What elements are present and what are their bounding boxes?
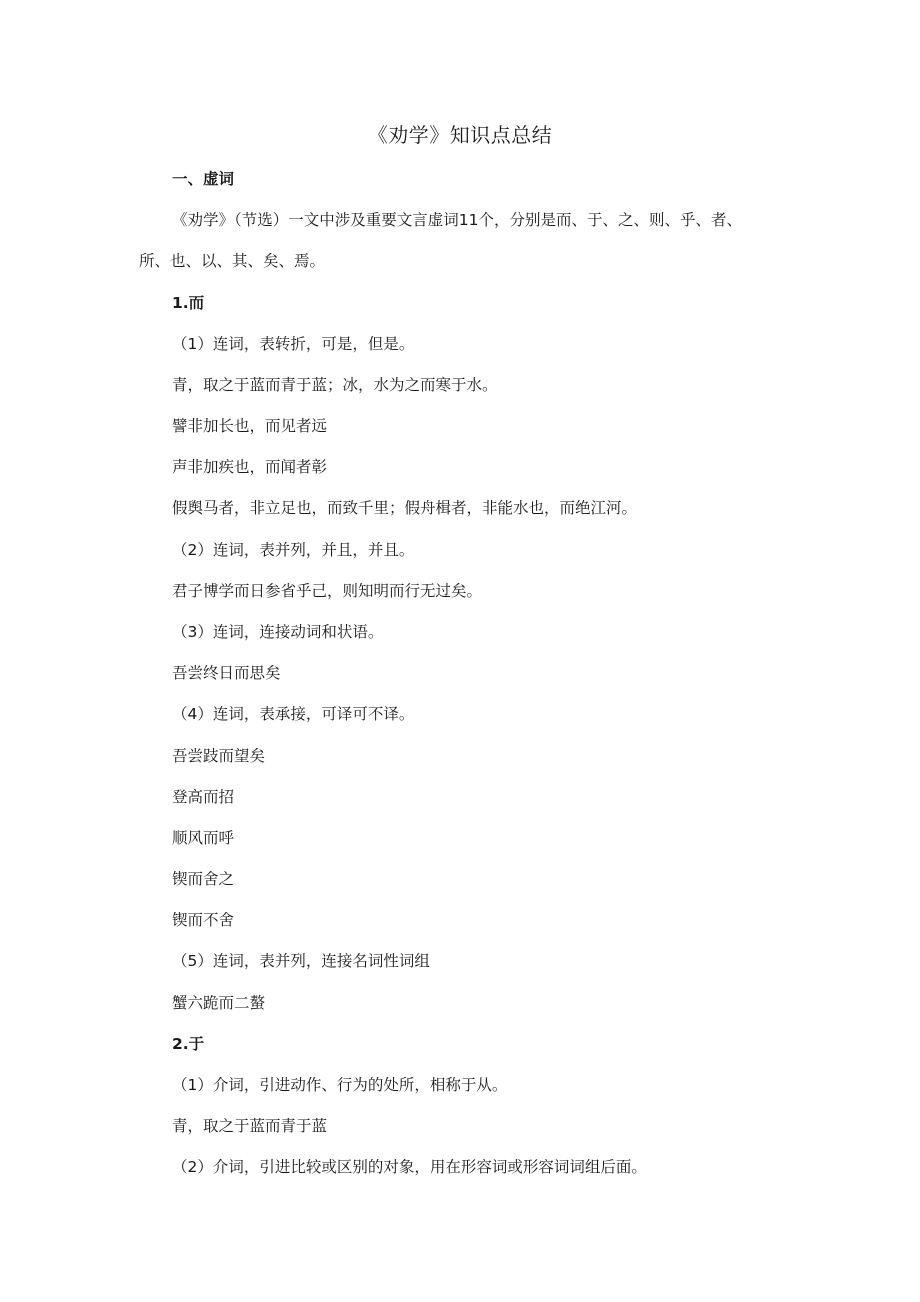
definition-line: （4）连词，表承接，可译可不译。: [172, 705, 415, 723]
definition-line: （2）连词，表并列，并且，并且。: [172, 541, 415, 559]
section-heading: 一、虚词: [172, 170, 235, 188]
example-line: 登高而招: [172, 788, 235, 806]
example-line: 锲而不舍: [172, 911, 235, 929]
document-title: 《劝学》知识点总结: [367, 123, 553, 147]
example-line: 君子博学而日参省乎己，则知明而行无过矣。: [172, 582, 483, 600]
example-line: 譬非加长也，而见者远: [172, 417, 328, 435]
definition-line: （3）连词，连接动词和状语。: [172, 623, 384, 641]
paragraph-line: 《劝学》（节选）一文中涉及重要文言虚词11个，分别是而、于、之、则、乎、者、: [172, 211, 742, 229]
example-line: 顺风而呼: [172, 829, 235, 847]
definition-line: （2）介词，引进比较或区别的对象，用在形容词或形容词词组后面。: [172, 1158, 647, 1176]
example-line: 蟹六跪而二螯: [172, 994, 266, 1012]
example-line: 青，取之于蓝而青于蓝: [172, 1117, 328, 1135]
example-line: 吾尝终日而思矣: [172, 664, 281, 682]
definition-line: （1）连词，表转折，可是，但是。: [172, 335, 415, 353]
example-line: 锲而舍之: [172, 870, 235, 888]
example-line: 吾尝跂而望矣: [172, 747, 266, 765]
subsection-heading: 2.于: [172, 1035, 205, 1053]
subsection-heading: 1.而: [172, 294, 205, 312]
paragraph-line: 所、也、以、其、矣、焉。: [139, 252, 326, 270]
example-line: 假舆马者，非立足也，而致千里；假舟楫者，非能水也，而绝江河。: [172, 499, 638, 517]
example-line: 青，取之于蓝而青于蓝；冰，水为之而寒于水。: [172, 376, 498, 394]
definition-line: （5）连词，表并列，连接名词性词组: [172, 952, 430, 970]
example-line: 声非加疾也，而闻者彰: [172, 458, 328, 476]
definition-line: （1）介词，引进动作、行为的处所，相称于从。: [172, 1076, 508, 1094]
